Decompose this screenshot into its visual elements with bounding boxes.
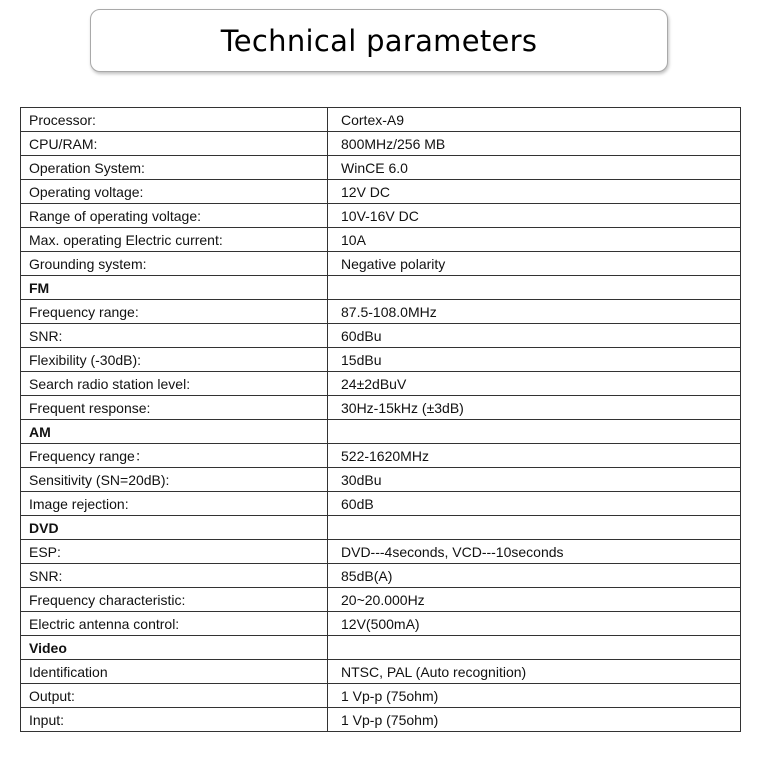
row-value: 15dBu (328, 348, 741, 372)
row-value: 10A (328, 228, 741, 252)
row-value: 87.5-108.0MHz (328, 300, 741, 324)
row-label: Image rejection: (21, 492, 328, 516)
table-row (21, 300, 741, 324)
section-header-row (21, 420, 741, 444)
row-value: Negative polarity (328, 252, 741, 276)
section-label: DVD (21, 516, 328, 540)
title-box (90, 9, 668, 72)
row-label: Flexibility (-30dB): (21, 348, 328, 372)
row-label: Operating voltage: (21, 180, 328, 204)
row-value: 60dBu (328, 324, 741, 348)
table-row (21, 372, 741, 396)
table-row (21, 444, 741, 468)
row-value (328, 420, 741, 444)
row-label: Frequency range： (21, 444, 328, 468)
row-label: Search radio station level: (21, 372, 328, 396)
table-row (21, 324, 741, 348)
table-row (21, 204, 741, 228)
table-row (21, 612, 741, 636)
table-row (21, 492, 741, 516)
row-value: WinCE 6.0 (328, 156, 741, 180)
row-label: SNR: (21, 324, 328, 348)
row-label: Frequency range: (21, 300, 328, 324)
section-label: FM (21, 276, 328, 300)
parameters-table (20, 107, 741, 732)
row-value: 1 Vp-p (75ohm) (328, 708, 741, 732)
section-header-row (21, 276, 741, 300)
row-label: Sensitivity (SN=20dB): (21, 468, 328, 492)
row-value (328, 516, 741, 540)
row-label: Range of operating voltage: (21, 204, 328, 228)
table-row (21, 252, 741, 276)
row-value (328, 276, 741, 300)
table-row (21, 156, 741, 180)
row-value: 30Hz-15kHz (±3dB) (328, 396, 741, 420)
row-label: Identification (21, 660, 328, 684)
row-value: 20~20.000Hz (328, 588, 741, 612)
row-label: Output: (21, 684, 328, 708)
row-value: 60dB (328, 492, 741, 516)
row-label: Max. operating Electric current: (21, 228, 328, 252)
table-row (21, 660, 741, 684)
table-row (21, 132, 741, 156)
row-value: 12V DC (328, 180, 741, 204)
row-value: 800MHz/256 MB (328, 132, 741, 156)
table-row (21, 228, 741, 252)
section-header-row (21, 636, 741, 660)
table-row (21, 540, 741, 564)
row-label: Processor: (21, 108, 328, 132)
row-value: Cortex-A9 (328, 108, 741, 132)
section-header-row (21, 516, 741, 540)
table-row (21, 708, 741, 732)
table-row (21, 108, 741, 132)
row-label: CPU/RAM: (21, 132, 328, 156)
row-value: DVD---4seconds, VCD---10seconds (328, 540, 741, 564)
section-label: AM (21, 420, 328, 444)
row-label: ESP: (21, 540, 328, 564)
table-row (21, 588, 741, 612)
row-value: 1 Vp-p (75ohm) (328, 684, 741, 708)
parameters-table-body (21, 108, 741, 732)
row-label: Frequency characteristic: (21, 588, 328, 612)
row-label: Electric antenna control: (21, 612, 328, 636)
row-value: 85dB(A) (328, 564, 741, 588)
row-label: Grounding system: (21, 252, 328, 276)
row-value: 12V(500mA) (328, 612, 741, 636)
table-row (21, 564, 741, 588)
table-row (21, 468, 741, 492)
page-title: Technical parameters (220, 23, 538, 58)
row-label: Frequent response: (21, 396, 328, 420)
row-label: Operation System: (21, 156, 328, 180)
table-row (21, 396, 741, 420)
row-value: 24±2dBuV (328, 372, 741, 396)
row-value: 30dBu (328, 468, 741, 492)
section-label: Video (21, 636, 328, 660)
row-value: 522-1620MHz (328, 444, 741, 468)
table-row (21, 180, 741, 204)
row-value: NTSC, PAL (Auto recognition) (328, 660, 741, 684)
table-row (21, 348, 741, 372)
row-value: 10V-16V DC (328, 204, 741, 228)
row-value (328, 636, 741, 660)
row-label: Input: (21, 708, 328, 732)
table-row (21, 684, 741, 708)
row-label: SNR: (21, 564, 328, 588)
